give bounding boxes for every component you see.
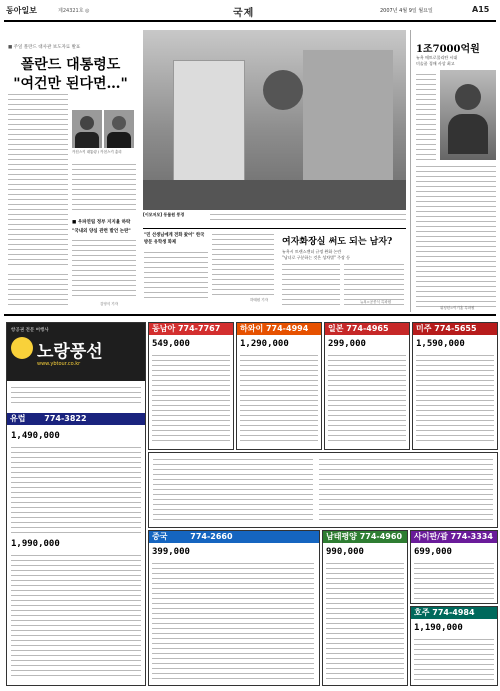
ad-b2-price: 1,290,000 <box>240 339 289 349</box>
caption-rule <box>143 228 406 229</box>
ad-b1-title: 동남아 <box>152 324 176 333</box>
ad-region-title: 유럽 <box>10 414 26 423</box>
article2-body-col1 <box>144 250 208 298</box>
photo-cage <box>173 60 245 182</box>
ad-b3-text <box>328 353 406 445</box>
article2-byline: 하태원 기자 <box>250 298 269 302</box>
ad-b1-text <box>152 353 230 445</box>
article-body-col2 <box>72 162 136 212</box>
ad-b3-title: 일본 <box>328 324 344 333</box>
ad-left-price-2: 1,990,000 <box>11 539 60 549</box>
ad-c2-text <box>326 561 404 681</box>
page-number: A15 <box>472 5 490 14</box>
ad-left-price-1: 1,490,000 <box>11 431 60 441</box>
issue-number: 제24321호 ◎ <box>58 8 90 14</box>
photo-caption-head: [이모저모] 동물원 풍경 <box>143 212 185 217</box>
ad-b4-phone[interactable]: 774-5655 <box>434 324 477 333</box>
ad-america[interactable] <box>412 322 498 450</box>
ad-australia[interactable] <box>410 606 498 686</box>
ad-c3-phone[interactable]: 774-3334 <box>450 532 493 541</box>
ad-top-tag: 항공권 전문 여행사 <box>11 328 49 333</box>
ad-b2-title: 하와이 <box>240 324 264 333</box>
issue-date: 2007년 4월 9일 월요일 <box>380 8 433 14</box>
ad-b3-head <box>325 323 409 335</box>
ad-c3-price: 699,000 <box>414 547 452 557</box>
ad-b4-title: 미주 <box>416 324 432 333</box>
ad-b2-head <box>237 323 321 335</box>
ad-c2-price: 990,000 <box>326 547 364 557</box>
prime-minister-photo <box>104 110 134 148</box>
sidebar-body-a <box>416 72 436 162</box>
section-title: 국제 <box>233 8 255 19</box>
ad-c2-head <box>323 531 407 543</box>
ad-brand-url[interactable]: www.ybtour.co.kr <box>37 361 81 367</box>
ad-mid-strip[interactable] <box>148 452 498 528</box>
president-photo <box>72 110 102 148</box>
ad-mid-text-b <box>319 457 493 523</box>
ad-b3-price: 299,000 <box>328 339 366 349</box>
ad-saipan[interactable] <box>410 530 498 604</box>
ad-c3-text <box>414 561 494 599</box>
article-byline: 김영식 기자 <box>100 302 119 306</box>
ad-c1-head <box>149 531 319 543</box>
ad-mid-text-a <box>153 457 313 523</box>
column-divider <box>410 30 411 312</box>
article3-sub2: "남녀로 구분하는 것은 성차별" 주장 등 <box>282 255 350 260</box>
article-body-col1 <box>8 92 68 268</box>
page-header <box>0 0 500 22</box>
ad-b3-phone[interactable]: 774-4965 <box>346 324 389 333</box>
ad-yellow-balloon[interactable] <box>6 322 146 686</box>
article2-body-col2 <box>212 232 274 296</box>
article-kicker: ■ 주일 폴란드 대사관 보도자료 발표 <box>8 45 81 50</box>
ad-b4-head <box>413 323 497 335</box>
sidebar-sub1: 뉴욕 메트로폴리탄 시대 <box>416 55 458 60</box>
ad-south-pacific[interactable] <box>322 530 408 686</box>
header-rule <box>4 20 496 22</box>
ad-region-head <box>7 413 145 425</box>
photo-figure <box>263 70 303 110</box>
ad-hawaii[interactable] <box>236 322 322 450</box>
ad-brand-name: 노랑풍선 <box>37 342 103 362</box>
ad-c2-title: 남태평양 <box>326 532 357 541</box>
article-subhead-2: "국내외 양심 관련 발언 논란" <box>72 229 131 234</box>
article3-body-col1 <box>282 262 340 308</box>
ad-b4-text <box>416 353 494 445</box>
article-body-col1b <box>8 272 68 306</box>
article-subhead-1: ■ 우파연립 정부 지지율 하락 <box>72 220 131 225</box>
article3-headline: 여자화장실 써도 되는 남자? <box>282 237 393 247</box>
painting-photo <box>440 70 496 160</box>
photo-caption: 카친스키 대통령 / 카친스키 총리 <box>72 150 122 154</box>
ad-divider <box>4 314 496 316</box>
photo-crowd <box>303 50 393 200</box>
sidebar-headline: 1조7000억원 <box>416 44 480 55</box>
ad-b2-text <box>240 353 318 445</box>
ad-c4-text <box>414 637 494 681</box>
ad-region-phone[interactable]: 774-3822 <box>44 414 87 423</box>
article3-sub1: 뉴욕시 트랜스젠더 규정 완화 논란 <box>282 249 342 254</box>
ad-left-text-1 <box>11 445 141 535</box>
sidebar-byline: 워싱턴=이기홍 특파원 <box>440 306 475 310</box>
balloon-logo-icon <box>11 337 33 359</box>
ad-b1-head <box>149 323 233 335</box>
ad-contact-list <box>7 381 145 409</box>
sidebar-body-b <box>416 164 496 310</box>
ad-c1-text <box>152 561 314 681</box>
ad-c1-title: 중국 <box>152 532 168 541</box>
ad-left-text-2 <box>11 553 141 679</box>
ad-c3-title: 사이판/괌 <box>414 532 448 541</box>
sidebar-sub2: 미술품 경매 사상 최고 <box>416 61 455 66</box>
article-headline-2: "여건만 된다면…" <box>13 76 128 92</box>
article-headline: 폴란드 대통령도 <box>20 57 121 73</box>
zoo-photo <box>143 30 406 210</box>
ad-c3-head <box>411 531 497 543</box>
ad-b2-phone[interactable]: 774-4994 <box>265 324 309 333</box>
ad-brand-panel <box>7 323 145 381</box>
ad-b1-price: 549,000 <box>152 339 190 349</box>
ad-china[interactable] <box>148 530 320 686</box>
ad-contact-lines <box>11 385 141 407</box>
ad-southeast-asia[interactable] <box>148 322 234 450</box>
ad-b1-phone[interactable]: 774-7767 <box>177 324 221 333</box>
ad-c4-title: 호주 <box>414 608 430 617</box>
masthead-logo: 동아일보 <box>6 5 37 15</box>
ad-c1-price: 399,000 <box>152 547 190 557</box>
article3-byline: 뉴욕=공종식 특파원 <box>360 300 392 304</box>
ad-c2-phone[interactable]: 774-4960 <box>359 532 403 541</box>
ad-c4-phone[interactable]: 774-4984 <box>432 608 475 617</box>
article-body-col3 <box>72 238 136 300</box>
ad-c4-price: 1,190,000 <box>414 623 463 633</box>
ad-c1-phone[interactable]: 774-2660 <box>190 532 233 541</box>
ad-japan[interactable] <box>324 322 410 450</box>
photo-caption-body <box>210 212 406 224</box>
ad-b4-price: 1,590,000 <box>416 339 465 349</box>
article2-subhead: "민 선생님에게 전화 왔어" 한국 방문 유학생 화제 <box>144 233 205 245</box>
photo-floor <box>143 180 406 210</box>
ad-c4-head <box>411 607 497 619</box>
